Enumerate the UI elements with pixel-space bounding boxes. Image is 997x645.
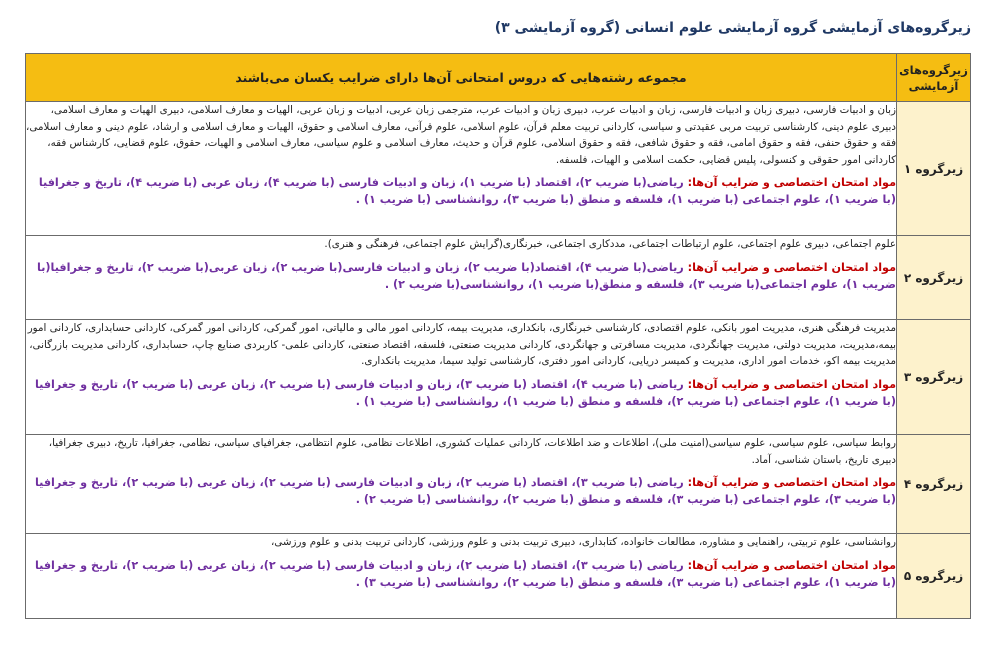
fields-list: علوم اجتماعی، دبیری علوم اجتماعی، علوم ارتباطات اجتماعی، مددکاری اجتماعی، خبرنگاری(گرایش علوم اجتماعی، فرهنگی و هنری). bbox=[324, 238, 896, 250]
table-row bbox=[26, 102, 971, 236]
row-content bbox=[26, 102, 897, 236]
subjects-text: ریاضی(با ضریب ۲)، اقتصاد (با ضریب ۱)، زبان و ادبیات فارسی (با ضریب ۴)، زبان عربی (با ضریب ۴)، تاریخ و جغرافیا (با ضریب ۱)، علوم اجتماعی (با ضریب ۱)، فلسفه و منطق (با ضریب ۳)، روانشناسی (با ضریب ۱) . bbox=[38, 176, 896, 206]
subjects-label: مواد امتحان اختصاصی و ضرایب آن‌ها: bbox=[687, 260, 896, 274]
table-row bbox=[26, 534, 971, 619]
header-description: مجموعه رشته‌هایی که دروس امتحانی آن‌ها دارای ضرایب یکسان می‌باشند bbox=[26, 54, 897, 102]
subgroup-label: زیرگروه ۴ bbox=[897, 435, 971, 534]
fields-list: مدیریت فرهنگی هنری، مدیریت امور بانکی، علوم اقتصادی، کارشناسی خبرنگاری، بانکداری، مدیریت بیمه، کاردانی امور مالی و مالیاتی، امور گمرکی، کاردانی امور گمرکی، کاردانی حسابداری، کاردانی امور بیمه،مدیریت، مدیریت دولتی، مدیریت جهانگردی، مدیریت مسافرتی و جهانگردی، کاردانی مدیریت صنعتی، فلسفه، اقتصاد صنعتی، کاردانی علمی- کاربردی صنایع چاپ، حسابداری، کاردانی مدیریت بازرگانی، مدیریت بیمه اکو، خدمات امور اداری، مدیریت و کمیسر دریایی، کاردانی امور دفتری، کارشناسی تولید سیما، مدیریت بانکداری. bbox=[27, 322, 896, 367]
row-content bbox=[26, 320, 897, 435]
table-header-row bbox=[26, 54, 971, 102]
subgroups-table bbox=[25, 53, 971, 619]
subgroup-label: زیرگروه ۱ bbox=[897, 102, 971, 236]
exam-subjects bbox=[26, 174, 896, 208]
subjects-label: مواد امتحان اختصاصی و ضرایب آن‌ها: bbox=[687, 377, 896, 391]
table-row bbox=[26, 320, 971, 435]
subgroup-label: زیرگروه ۳ bbox=[897, 320, 971, 435]
subjects-text: ریاضی(با ضریب ۴)، اقتصاد(با ضریب ۲)، زبان و ادبیات فارسی(با ضریب ۲)، زبان عربی(با ضریب ۲)، تاریخ و جغرافیا(با ضریب ۱)، علوم اجتماعی(با ضریب ۳)، فلسفه و منطق(با ضریب ۱)، روانشناسی(با ضریب ۲) . bbox=[37, 260, 896, 291]
exam-subjects bbox=[26, 474, 896, 508]
header-subgroup: زیرگروه‌های آزمایشی bbox=[897, 54, 971, 102]
subjects-text: ریاضی (با ضریب ۳)، اقتصاد (با ضریب ۲)، زبان و ادبیات فارسی (با ضریب ۲)، زبان عربی (با ضریب ۲)، تاریخ و جغرافیا (با ضریب ۱)، علوم اجتماعی (با ضریب ۳)، فلسفه و منطق (با ضریب ۲)، روانشناسی (با ضریب ۳) . bbox=[34, 558, 896, 589]
subjects-text: ریاضی (با ضریب ۳)، اقتصاد (با ضریب ۲)، زبان و ادبیات فارسی (با ضریب ۲)، زبان عربی (با ضریب ۲)، تاریخ و جغرافیا (با ضریب ۳)، علوم اجتماعی (با ضریب ۳)، فلسفه و منطق (با ضریب ۲)، روانشناسی (با ضریب ۲) . bbox=[34, 476, 896, 506]
row-content bbox=[26, 534, 897, 619]
row-content bbox=[26, 435, 897, 534]
exam-subjects bbox=[26, 376, 896, 410]
subjects-label: مواد امتحان اختصاصی و ضرایب آن‌ها: bbox=[687, 476, 896, 489]
subgroup-label: زیرگروه ۲ bbox=[897, 236, 971, 320]
exam-subjects bbox=[26, 259, 896, 293]
subjects-label: مواد امتحان اختصاصی و ضرایب آن‌ها: bbox=[687, 176, 896, 189]
subjects-text: ریاضی (با ضریب ۴)، اقتصاد (با ضریب ۳)، زبان و ادبیات فارسی (با ضریب ۲)، زبان عربی (با ضریب ۲)، تاریخ و جغرافیا (با ضریب ۱)، علوم اجتماعی (با ضریب ۲)، فلسفه و منطق (با ضریب ۱)، روانشناسی (با ضریب ۱) . bbox=[34, 377, 896, 408]
table-row bbox=[26, 236, 971, 320]
page-title: زیرگروه‌های آزمایشی گروه آزمایشی علوم انسانی (گروه آزمایشی ۳) bbox=[494, 20, 971, 36]
fields-list: روابط سیاسی، علوم سیاسی، علوم سیاسی(امنیت ملی)، اطلاعات و ضد اطلاعات، کاردانی عملیات کشوری، اطلاعات نظامی، علوم انتظامی، جغرافیای سیاسی، نظامی، جغرافیا، تاریخ، دبیری جغرافیا، دبیری تاریخ، باستان شناسی، آماد. bbox=[48, 437, 896, 466]
subjects-label: مواد امتحان اختصاصی و ضرایب آن‌ها: bbox=[687, 558, 896, 572]
fields-list: روانشناسی، علوم تربیتی، راهنمایی و مشاوره، مطالعات خانواده، کتابداری، دبیری تربیت بدنی و علوم ورزشی، کاردانی تربیت بدنی و علوم ورزشی، bbox=[270, 536, 896, 548]
subgroup-label: زیرگروه ۵ bbox=[897, 534, 971, 619]
fields-list: زبان و ادبیات فارسی، دبیری زبان و ادبیات فارسی، زبان و ادبیات عرب، دبیری زبان و ادبیات عرب، مترجمی زبان عربی، ادبیات و زبان عربی، الهیات و معارف اسلامی، دبیری الهیات و معارف اسلامی، دبیری علوم دینی، کارشناسی تربیت مربی عقیدتی و سیاسی، کاردانی تربیت معلم قرآن، علوم اسلامی، علوم قرآنی، معارف اسلامی و حقوق، الهیات و معارف اسلامی و ارشاد، علوم دینی و معارف اسلامی، فقه و حقوق حنفی، فقه و حقوق امامی، فقه و حقوق شافعی، فقه و حقوق اسلامی، علوم قرآن و حدیث، معارف اسلامی و علوم سیاسی، معارف اسلامی و الهیات، حقوق، علوم قضایی، کارشناس فقه، کاردانی امور حقوقی و کنسولی، پلیس قضایی، حکمت اسلامی و الهیات، فلسفه. bbox=[26, 104, 896, 166]
exam-subjects bbox=[26, 557, 896, 591]
table-row bbox=[26, 435, 971, 534]
row-content bbox=[26, 236, 897, 320]
